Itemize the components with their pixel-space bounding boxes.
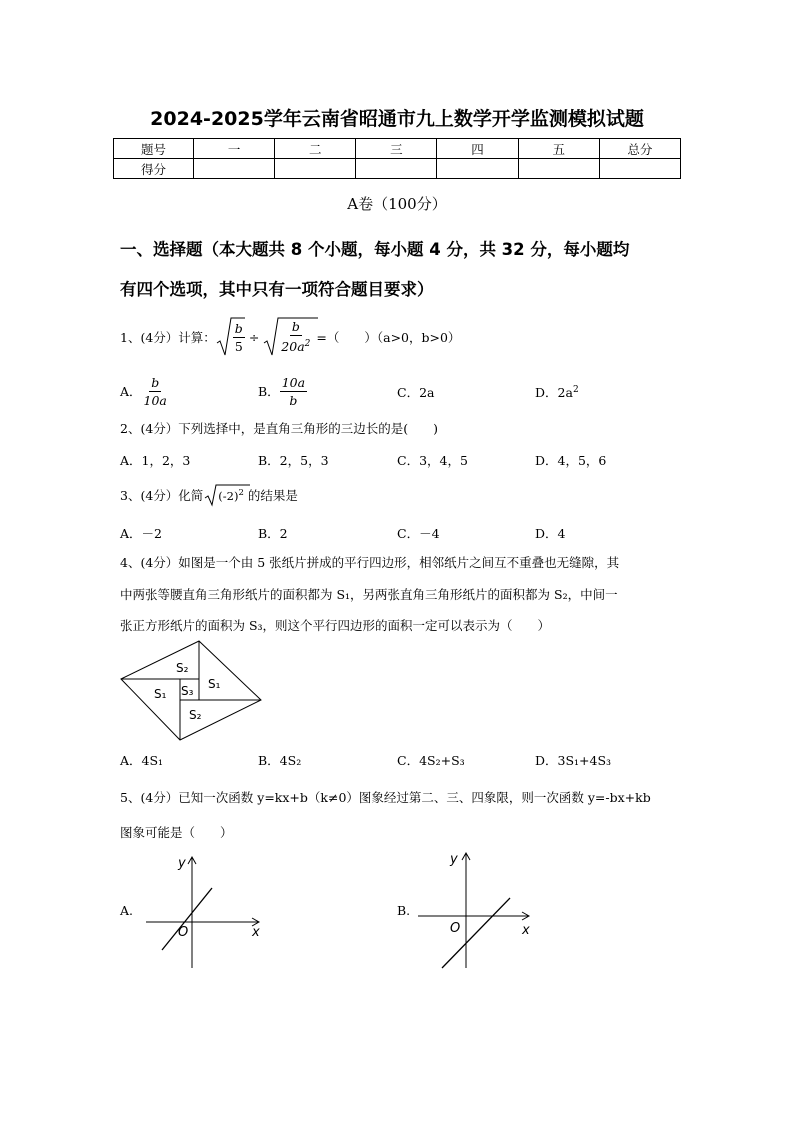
score-header-cell: 五 (518, 139, 599, 159)
origin-label: O (450, 921, 461, 936)
question-4-line1: 4、(4分）如图是一个由 5 张纸片拼成的平行四边形，相邻纸片之间互不重叠也无缝隙，其 (120, 555, 620, 570)
q1-option-a-denominator: 10a (143, 392, 167, 408)
score-header-cell: 二 (275, 139, 356, 159)
score-cell[interactable] (194, 159, 275, 179)
q3-option-c[interactable]: C．－4 (397, 526, 440, 541)
question-5-line1: 5、(4分）已知一次函数 y=kx+b（k≠0）图象经过第二、三、四象限，则一次函数 y=-bx+kb (120, 790, 651, 805)
q1-option-a[interactable] (120, 372, 169, 410)
q4-option-b[interactable]: B．4S₂ (258, 753, 302, 768)
q3-exponent: 2 (238, 487, 244, 498)
q1-option-b-numerator: 10a (281, 374, 306, 390)
q1-option-b[interactable] (258, 372, 307, 410)
q3-radicand: $(-2)^2$ (218, 487, 244, 503)
score-row-label: 得分 (114, 159, 194, 179)
q1-option-d[interactable]: D．$2a^2$ (535, 384, 579, 400)
q3-suffix: 的结果是 (247, 488, 298, 503)
q1-option-a-numerator: b (151, 374, 160, 390)
score-cell[interactable] (599, 159, 680, 179)
figure-label-s3: S₃ (181, 684, 194, 698)
q1-rad2-denominator: $20a^2$ (281, 339, 311, 355)
q1-radicand-1 (233, 320, 245, 355)
q2-option-a[interactable]: A．1，2，3 (120, 453, 191, 468)
q3-prefix: 3、(4分）化简 (120, 488, 204, 503)
question-4-line2: 中两张等腰直角三角形纸片的面积都为 S₁，另两张直角三角形纸片的面积都为 S₂，中间一 (120, 587, 618, 602)
parallelogram-figure (118, 638, 264, 742)
score-cell[interactable] (437, 159, 518, 179)
score-table (113, 138, 681, 179)
origin-label: O (178, 925, 189, 940)
q5-option-a-label[interactable]: A. (120, 903, 134, 918)
q1-option-b-fraction (280, 374, 307, 409)
q1-option-b-label: B． (258, 384, 280, 399)
q1-rad2-exponent: 2 (304, 339, 311, 350)
q1-option-c[interactable]: C．2a (397, 385, 435, 400)
q1-option-a-label: A． (120, 384, 142, 399)
figure-label-s1-right: S₁ (208, 677, 221, 691)
page-title: 2024-2025学年云南省昭通市九上数学开学监测模拟试题 (150, 108, 644, 130)
q5-option-a-graph[interactable] (144, 852, 266, 970)
q4-option-c[interactable]: C．4S₂+S₃ (397, 753, 465, 768)
score-table-score-row (114, 159, 681, 179)
y-axis-label: y (450, 852, 458, 867)
section1-heading-line1: 一、选择题（本大题共 8 个小题，每小题 4 分，共 32 分，每小题均 (120, 240, 630, 259)
q2-option-d[interactable]: D．4，5，6 (535, 453, 607, 468)
q4-option-d[interactable]: D．3S₁+4S₃ (535, 753, 612, 768)
section-a-heading: A卷（100分） (347, 195, 447, 213)
q3-option-a[interactable]: A．－2 (120, 526, 162, 541)
section1-heading-line2: 有四个选项，其中只有一项符合题目要求） (120, 280, 434, 299)
question-4-line3: 张正方形纸片的面积为 S₃，则这个平行四边形的面积一定可以表示为（ ） (120, 618, 551, 633)
q3-option-d[interactable]: D．4 (535, 526, 566, 541)
q1-radicand-2 (279, 318, 312, 355)
score-header-cell: 总分 (599, 139, 680, 159)
q2-option-b[interactable]: B．2，5，3 (258, 453, 329, 468)
figure-label-s2-bottom: S₂ (189, 708, 202, 722)
q1-rad1-denominator: 5 (234, 338, 243, 354)
q1-prefix: 1、(4分）计算： (120, 330, 216, 345)
q1-rad1-numerator: b (234, 320, 243, 336)
q2-option-c[interactable]: C．3，4，5 (397, 453, 468, 468)
score-header-cell: 一 (194, 139, 275, 159)
q5-option-b-graph[interactable] (416, 846, 538, 970)
score-header-cell: 四 (437, 139, 518, 159)
q3-option-b[interactable]: B．2 (258, 526, 288, 541)
q1-option-b-denominator: b (289, 392, 298, 408)
figure-label-s2-top: S₂ (176, 661, 189, 675)
question-1 (120, 316, 460, 358)
graph-line (162, 888, 212, 950)
question-2: 2、(4分）下列选择中，是直角三角形的三边长的是( ) (120, 421, 439, 436)
q5-option-b-label[interactable]: B. (397, 903, 411, 918)
score-cell[interactable] (518, 159, 599, 179)
score-cell[interactable] (356, 159, 437, 179)
score-header-cell: 三 (356, 139, 437, 159)
y-axis-label: y (178, 856, 186, 871)
x-axis-label: x (252, 925, 260, 940)
score-cell[interactable] (275, 159, 356, 179)
score-header-cell: 题号 (114, 139, 194, 159)
q1-divide-sign: ÷ (248, 329, 260, 345)
q1-rad2-numerator: b (291, 319, 300, 335)
question-5-line2: 图象可能是（ ） (120, 825, 233, 840)
q1-option-d-exponent: 2 (572, 384, 579, 395)
figure-label-s1-left: S₁ (154, 687, 167, 701)
q1-option-a-fraction (142, 374, 169, 409)
q1-suffix: =（ ）（a>0，b>0） (316, 330, 461, 345)
q4-option-a[interactable]: A．4S₁ (120, 753, 164, 768)
x-axis-label: x (522, 923, 530, 938)
question-3 (120, 482, 298, 508)
score-table-header-row (114, 139, 681, 159)
